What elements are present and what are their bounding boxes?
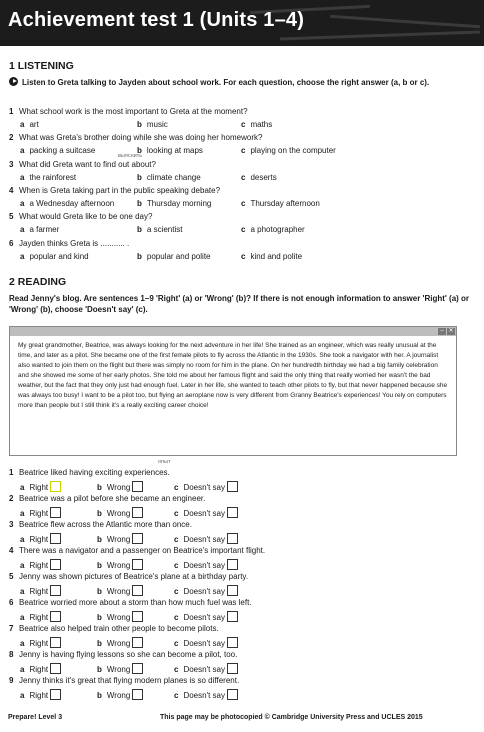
answer-option-a[interactable] <box>20 252 89 261</box>
question-text: Beatrice worried more about a storm than how much fuel was left. <box>19 598 252 607</box>
answer-option-a <box>20 611 61 622</box>
option-text: Doesn't say <box>183 509 225 518</box>
answer-option-c[interactable] <box>241 146 336 155</box>
option-text: Doesn't say <box>183 561 225 570</box>
option-text: Doesn't say <box>183 613 225 622</box>
answer-checkbox[interactable] <box>227 637 238 648</box>
option-text: Right <box>29 561 49 570</box>
option-text: playing on the computer <box>250 146 336 156</box>
option-text: a farmer <box>29 225 60 235</box>
question-text: When is Greta taking part in the public speaking debate? <box>19 185 221 195</box>
option-letter: c <box>241 172 246 182</box>
answer-checkbox[interactable] <box>227 559 238 570</box>
answer-option-b[interactable] <box>137 173 201 182</box>
option-text: Right <box>29 587 49 596</box>
option-text: a photographer <box>250 225 305 235</box>
question-text: Jenny was shown pictures of Beatrice's plane at a birthday party. <box>19 572 249 581</box>
minimize-icon[interactable]: – <box>438 328 446 335</box>
answer-option-b <box>97 559 143 570</box>
answer-option-c[interactable] <box>241 225 305 234</box>
question-text: There was a navigator and a passenger on Beatrice's important flight. <box>19 546 266 555</box>
option-text: Wrong <box>106 587 131 596</box>
answer-option-c <box>174 637 238 648</box>
option-letter: c <box>241 120 246 129</box>
option-letter: a <box>20 172 25 182</box>
answer-checkbox[interactable] <box>227 689 238 700</box>
option-letter: a <box>20 691 25 700</box>
answer-option-a[interactable] <box>20 146 95 155</box>
question-number: 3 <box>9 159 14 169</box>
answer-option-c <box>174 559 238 570</box>
option-text: kind and polite <box>250 251 303 261</box>
answer-checkbox[interactable] <box>132 663 143 674</box>
reading-instruction: Read Jenny's blog. Are sentences 1–9 'Right' (a) or 'Wrong' (b)? If there is not enough information to answer 'Right' (a) or 'Wrong' (b), choose 'Doesn't say' (c). <box>9 294 470 314</box>
answer-option-b <box>97 585 143 596</box>
answer-option-a[interactable] <box>20 120 39 129</box>
option-text: Right <box>29 691 49 700</box>
option-letter: b <box>97 561 102 570</box>
question-number: 9 <box>9 676 14 685</box>
option-text: looking at maps <box>146 146 203 156</box>
answer-checkbox[interactable] <box>132 533 143 544</box>
handwritten-annotation: выяснить <box>118 153 143 159</box>
option-text: Right <box>29 483 49 492</box>
listening-question <box>9 107 248 116</box>
reading-question <box>9 650 237 659</box>
listening-question <box>9 133 262 142</box>
answer-option-c <box>174 481 238 492</box>
reading-question <box>9 468 170 477</box>
option-letter: a <box>20 225 25 235</box>
question-text: What was Greta's brother doing while she was doing her homework? <box>19 133 263 143</box>
option-letter: a <box>20 120 25 129</box>
option-text: art <box>29 120 39 129</box>
option-text: popular and kind <box>29 251 89 261</box>
option-letter: b <box>97 639 102 648</box>
answer-option-c <box>174 585 238 596</box>
answer-option-b <box>97 507 143 518</box>
answer-option-b <box>97 637 143 648</box>
option-letter: a <box>20 665 25 674</box>
footer-level: Prepare! Level 3 <box>8 714 63 721</box>
answer-option-b <box>97 663 143 674</box>
option-letter: c <box>174 639 179 648</box>
option-letter: b <box>97 483 102 492</box>
option-text: Wrong <box>106 639 131 648</box>
answer-option-a <box>20 559 61 570</box>
question-text: Beatrice was a pilot before she became an engineer. <box>19 494 206 503</box>
listening-question <box>9 160 156 169</box>
option-text: packing a suitcase <box>29 146 96 156</box>
answer-checkbox[interactable] <box>227 585 238 596</box>
option-letter: c <box>174 483 179 492</box>
blog-text: My great grandmother, Beatrice, was always looking for the next adventure in her life! She trained as an engineer, which was really unusual at the time, and later as a pilot. She became one of the first female pilots to fly across the Atlantic in the 1930s. She took a navigator with her. A journalist also wanted to join them on the flight but there was simply no room for him in the plane. On her hundredth birthday we had a big family celebration and she showed me some of her early photos. She told me about her famous flight and said the only thing that really worried her wasn't the bad weather, but the fact that they only just had enough fuel. Later in her life, she wanted to teach other pilots to fly, but that never happened because she was always too busy! I want to be a pilot too, but flying an aeroplane now is very different from Granny Beatrice's experiences! You rely on computers more than people but I still think it's a really exciting career choice! <box>18 342 448 409</box>
answer-option-b[interactable] <box>137 225 182 234</box>
answer-checkbox[interactable] <box>132 481 143 492</box>
audio-play-icon[interactable] <box>9 77 18 86</box>
question-text: Jenny is having flying lessons so she can become a pilot, too. <box>19 650 238 659</box>
handwritten-annotation-2: опыт <box>158 459 171 465</box>
answer-option-a <box>20 481 61 492</box>
option-text: music <box>146 120 168 129</box>
option-letter: c <box>174 613 179 622</box>
question-text: Jayden thinks Greta is ........... . <box>19 238 130 248</box>
question-text: What would Greta like to be one day? <box>19 212 153 222</box>
option-text: Right <box>29 639 49 648</box>
answer-checkbox[interactable] <box>132 611 143 622</box>
option-letter: b <box>97 535 102 544</box>
option-letter: b <box>137 120 142 129</box>
option-letter: a <box>20 587 25 596</box>
option-letter: b <box>97 691 102 700</box>
option-text: deserts <box>250 172 277 182</box>
answer-checkbox[interactable] <box>132 507 143 518</box>
question-text: Jenny thinks it's great that flying modern planes is so different. <box>19 676 240 685</box>
answer-option-c[interactable] <box>241 173 277 182</box>
option-letter: a <box>20 483 25 492</box>
option-letter: a <box>20 561 25 570</box>
reading-question <box>9 598 252 607</box>
option-text: Thursday morning <box>146 198 212 208</box>
question-number: 1 <box>9 107 14 116</box>
answer-option-b[interactable] <box>137 120 168 129</box>
option-letter: c <box>241 146 246 156</box>
option-letter: c <box>174 665 179 674</box>
answer-option-a[interactable] <box>20 199 114 208</box>
answer-checkbox[interactable] <box>50 507 61 518</box>
option-letter: b <box>97 665 102 674</box>
listening-question <box>9 239 129 248</box>
option-text: Right <box>29 509 49 518</box>
answer-option-c[interactable] <box>241 252 302 261</box>
answer-option-c <box>174 533 238 544</box>
option-letter: a <box>20 509 25 518</box>
option-text: Doesn't say <box>183 639 225 648</box>
answer-option-c <box>174 689 238 700</box>
option-text: Wrong <box>106 535 131 544</box>
answer-option-b[interactable] <box>137 146 203 155</box>
option-text: Thursday afternoon <box>250 198 320 208</box>
option-letter: b <box>137 198 142 208</box>
answer-option-c[interactable] <box>241 120 272 129</box>
question-number: 8 <box>9 650 14 659</box>
option-text: Doesn't say <box>183 587 225 596</box>
option-letter: b <box>137 251 142 261</box>
listening-section-title: 1 LISTENING <box>9 60 74 72</box>
question-number: 5 <box>9 572 14 581</box>
question-number: 4 <box>9 546 14 555</box>
answer-checkbox[interactable] <box>50 689 61 700</box>
option-text: Wrong <box>106 665 131 674</box>
option-text: Wrong <box>106 483 131 492</box>
option-letter: c <box>241 225 246 235</box>
option-letter: b <box>137 146 142 156</box>
option-text: Doesn't say <box>183 535 225 544</box>
option-letter: c <box>174 561 179 570</box>
reading-section-title: 2 READING <box>9 276 67 288</box>
answer-option-c[interactable] <box>241 199 320 208</box>
option-text: Wrong <box>106 691 131 700</box>
answer-option-a[interactable] <box>20 225 59 234</box>
option-text: the rainforest <box>29 172 77 182</box>
question-number: 6 <box>9 598 14 607</box>
answer-option-a <box>20 689 61 700</box>
answer-checkbox[interactable] <box>50 585 61 596</box>
answer-option-b <box>97 611 143 622</box>
answer-option-b <box>97 689 143 700</box>
option-text: Right <box>29 535 49 544</box>
listening-instruction: Listen to Greta talking to Jayden about school work. For each question, choose the right answer (a, b or c). <box>9 77 479 88</box>
question-number: 2 <box>9 494 14 503</box>
option-letter: a <box>20 535 25 544</box>
answer-checkbox[interactable] <box>227 507 238 518</box>
option-text: Right <box>29 665 49 674</box>
option-text: popular and polite <box>146 251 211 261</box>
answer-option-c <box>174 663 238 674</box>
answer-checkbox[interactable] <box>50 611 61 622</box>
reading-question <box>9 572 248 581</box>
footer-copyright: This page may be photocopied © Cambridge University Press and UCLES 2015 <box>160 714 423 721</box>
answer-checkbox[interactable] <box>227 481 238 492</box>
option-letter: c <box>241 251 246 261</box>
option-letter: b <box>97 509 102 518</box>
answer-option-a <box>20 637 61 648</box>
page-title: Achievement test 1 (Units 1–4) <box>8 9 305 31</box>
question-number: 3 <box>9 520 14 529</box>
answer-checkbox[interactable] <box>132 637 143 648</box>
answer-checkbox[interactable] <box>50 481 61 492</box>
answer-option-a[interactable] <box>20 173 76 182</box>
question-text: Beatrice also helped train other people to become pilots. <box>19 624 219 633</box>
option-text: climate change <box>146 172 201 182</box>
option-letter: c <box>174 509 179 518</box>
answer-checkbox[interactable] <box>227 663 238 674</box>
option-text: Doesn't say <box>183 691 225 700</box>
answer-option-b[interactable] <box>137 252 211 261</box>
option-text: a Wednesday afternoon <box>29 198 115 208</box>
option-text: Doesn't say <box>183 483 225 492</box>
question-text: What did Greta want to find out about? <box>19 159 156 169</box>
option-letter: b <box>97 587 102 596</box>
answer-option-c <box>174 507 238 518</box>
option-letter: b <box>137 172 142 182</box>
question-text: What school work is the most important to Greta at the moment? <box>19 107 248 116</box>
answer-checkbox[interactable] <box>227 533 238 544</box>
question-number: 1 <box>9 468 14 477</box>
answer-option-a <box>20 507 61 518</box>
reading-question <box>9 624 219 633</box>
answer-option-a <box>20 663 61 674</box>
question-number: 2 <box>9 133 14 143</box>
answer-option-b <box>97 481 143 492</box>
answer-checkbox[interactable] <box>132 585 143 596</box>
option-letter: c <box>174 691 179 700</box>
blog-window <box>9 326 457 456</box>
option-letter: a <box>20 146 25 156</box>
option-text: Wrong <box>106 561 131 570</box>
option-letter: c <box>174 587 179 596</box>
close-icon[interactable]: ✕ <box>448 328 454 334</box>
answer-checkbox[interactable] <box>50 663 61 674</box>
option-text: Wrong <box>106 613 131 622</box>
answer-option-b[interactable] <box>137 199 211 208</box>
answer-checkbox[interactable] <box>50 559 61 570</box>
answer-option-c <box>174 611 238 622</box>
option-letter: a <box>20 251 25 261</box>
question-number: 7 <box>9 624 14 633</box>
answer-checkbox[interactable] <box>227 611 238 622</box>
question-number: 6 <box>9 238 14 248</box>
option-letter: a <box>20 198 25 208</box>
option-text: a scientist <box>146 225 183 235</box>
option-text: Doesn't say <box>183 665 225 674</box>
option-letter: b <box>137 225 142 235</box>
page-header <box>0 0 484 46</box>
answer-checkbox[interactable] <box>132 559 143 570</box>
question-number: 4 <box>9 185 14 195</box>
option-text: Right <box>29 613 49 622</box>
option-letter: b <box>97 613 102 622</box>
listening-question <box>9 212 152 221</box>
option-letter: c <box>241 198 246 208</box>
option-letter: a <box>20 613 25 622</box>
option-text: Wrong <box>106 509 131 518</box>
option-letter: c <box>174 535 179 544</box>
reading-question <box>9 676 239 685</box>
reading-question <box>9 494 205 503</box>
answer-option-a <box>20 585 61 596</box>
answer-checkbox[interactable] <box>132 689 143 700</box>
reading-question <box>9 520 192 529</box>
reading-question <box>9 546 265 555</box>
blog-window-titlebar <box>10 327 456 336</box>
answer-checkbox[interactable] <box>50 637 61 648</box>
option-text: maths <box>250 120 273 129</box>
answer-checkbox[interactable] <box>50 533 61 544</box>
option-letter: a <box>20 639 25 648</box>
question-text: Beatrice flew across the Atlantic more than once. <box>19 520 192 529</box>
question-number: 5 <box>9 212 14 222</box>
listening-question <box>9 186 220 195</box>
answer-option-a <box>20 533 61 544</box>
answer-option-b <box>97 533 143 544</box>
question-text: Beatrice liked having exciting experiences. <box>19 468 170 477</box>
